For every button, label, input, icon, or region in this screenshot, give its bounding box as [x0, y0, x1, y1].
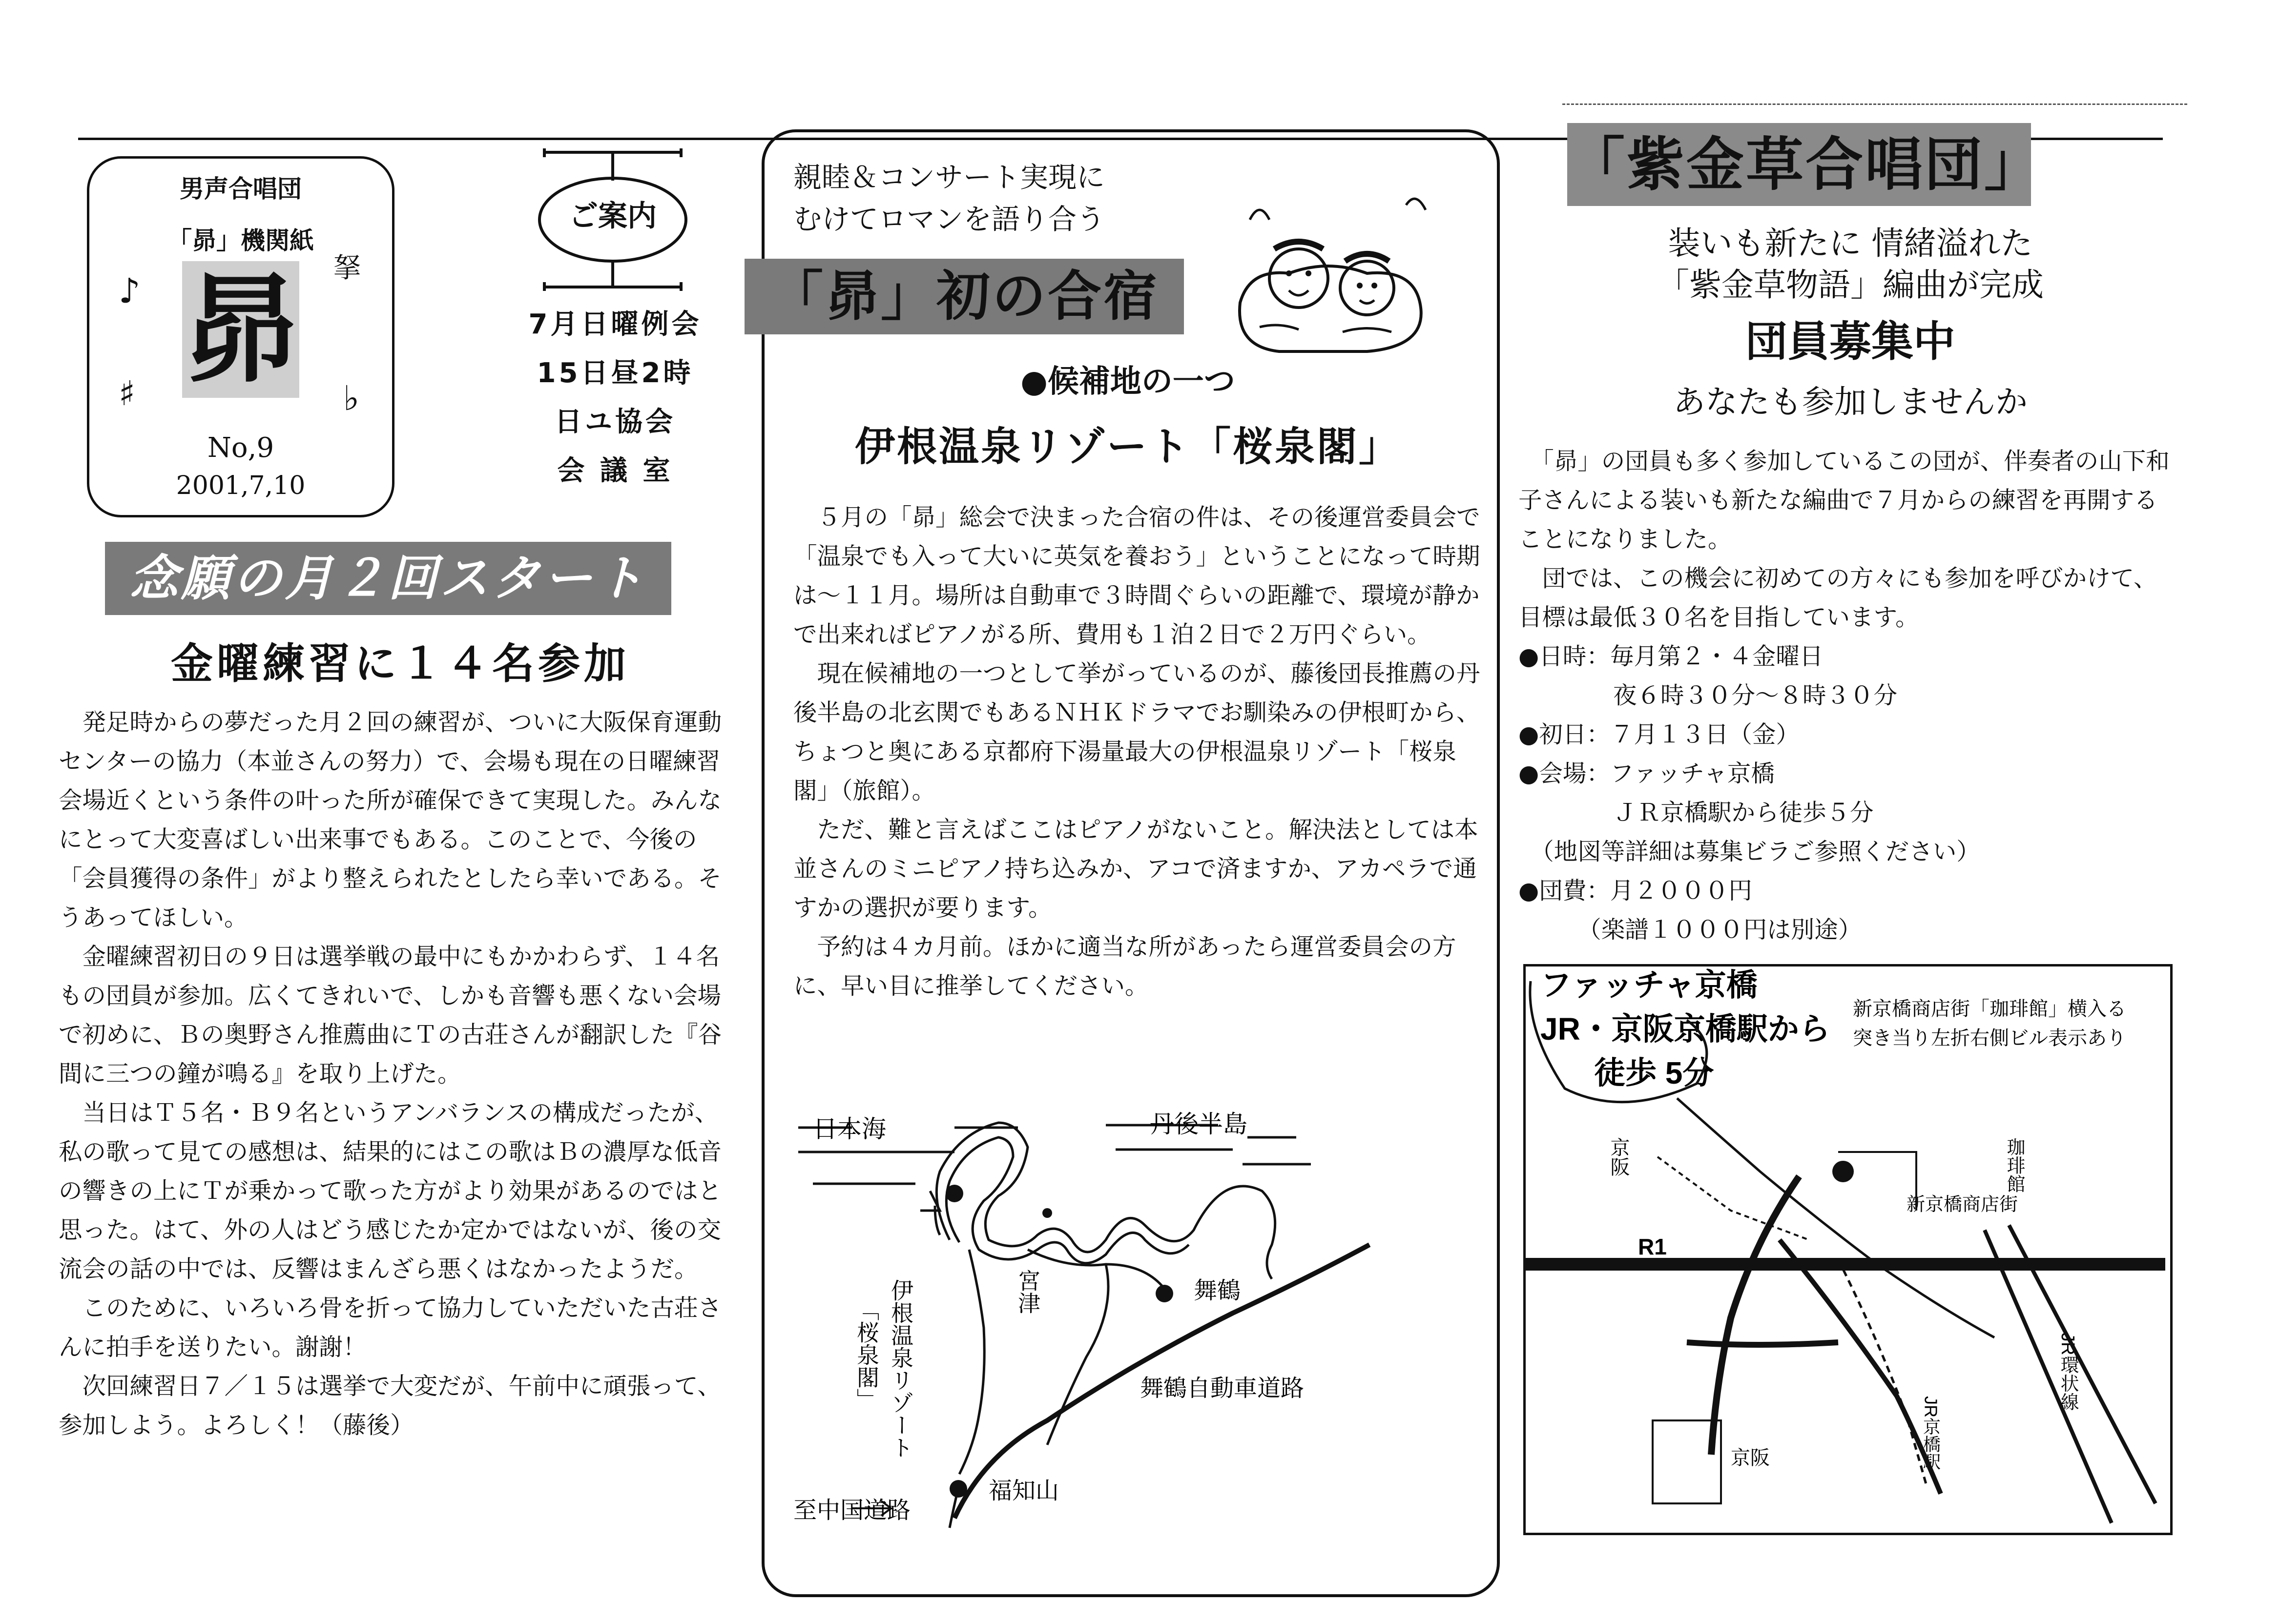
- route-map: [793, 1103, 1477, 1552]
- left-paragraph: 次回練習日７／１５は選挙で大変だが、午前中に頑張って、参加しよう。よろしく！（藤後）: [59, 1373, 722, 1439]
- left-article: [59, 703, 723, 1445]
- left-paragraph: 金曜練習初日の９日は選挙戦の最中にもかかわらず、１４名もの団員が参加。広くてきれいで、しかも音響も悪くない会場で初めに、Ｂの奥野さん推薦曲にＴの古荘さんが翻訳した『谷間に三つの鐘が鳴る』を取り上げた。: [59, 943, 722, 1088]
- right-detail-line: （楽譜１０００円は別途）: [1518, 916, 1862, 944]
- map-note-1: 新京橋商店街「珈琲館」横入る: [1853, 998, 2126, 1020]
- masthead-subtitle: 「昴」機関紙: [167, 226, 314, 255]
- map-label-keihan-line: 京阪: [1608, 1137, 1629, 1176]
- map-label-keihan-station: 京阪: [1731, 1447, 1770, 1469]
- right-detail-line: ●団費：月２０００円: [1518, 877, 1752, 905]
- map-label-ousenkaku: 「桜泉閣」: [854, 1298, 879, 1411]
- notice-line-1: 7月日曜例会: [528, 308, 702, 340]
- right-detail-line: ●初日：７月１３日（金）: [1518, 721, 1800, 748]
- resort-heading: 伊根温泉リゾート「桜泉閣」: [854, 424, 1401, 470]
- right-detail-line: ●会場：ファッチャ京橋: [1518, 760, 1775, 787]
- right-detail-line: （地図等詳細は募集ビラご参照ください）: [1518, 838, 1980, 865]
- right-lead-2: 「紫金草物語」編曲が完成: [1657, 266, 2044, 304]
- map-label-miyazu: 宮津: [1015, 1269, 1040, 1314]
- map-label-maizuru: 舞鶴: [1194, 1278, 1241, 1304]
- map-label-jr-station: JR京橋駅: [1921, 1396, 1941, 1470]
- right-detail-line: ＪＲ京橋駅から徒歩５分: [1518, 799, 1874, 826]
- issue-date: 2001,7,10: [176, 471, 306, 500]
- map-label-r1: R1: [1638, 1234, 1667, 1259]
- recruit-heading: 団員募集中: [1745, 317, 1955, 366]
- middle-paragraph: ５月の「昴」総会で決まった合宿の件は、その後運営委員会で「温泉でも入って大いに英気を養おう」ということになって時期は〜１１月。場所は自動車で３時間ぐらいの距離で、環境が静かで出来ればピアノがる所、費用も１泊２日で２万円ぐらい。: [793, 504, 1480, 648]
- notice-line-2: 15日昼2時: [537, 357, 694, 389]
- map-label-station: JR・京阪京橋駅から: [1540, 1011, 1830, 1047]
- map-label-walk: 徒歩 5分: [1594, 1055, 1714, 1090]
- map-label-expressway: 舞鶴自動車道路: [1140, 1376, 1305, 1401]
- venue-map: [1523, 964, 2173, 1535]
- left-paragraph: 当日はＴ５名・Ｂ９名というアンバランスの構成だったが、私の歌って見ての感想は、結果的にはこの歌はＢの濃厚な低音の響きの上にＴが乗かって歌った方がより効果があるのではと思った。はて、外の人はどう感じたか定かではないが、後の交流会の話の中では、反響はまんざら悪くはなかったようだ。: [59, 1099, 722, 1283]
- notice-sign-label: ご案内: [569, 199, 657, 233]
- middle-intro-line: 親睦＆コンサート実現に: [793, 161, 1105, 194]
- notice-line-4: 会 議 室: [557, 455, 673, 487]
- map-label-peninsula: 丹後半島: [1150, 1110, 1247, 1138]
- notice-line-3: 日ユ協会: [555, 406, 676, 438]
- right-paragraph: 団では、この機会に初めての方々にも参加を呼びかけて、目標は最低３０名を目指しています。: [1518, 565, 2157, 631]
- map-label-sea: 日本海: [813, 1115, 886, 1143]
- candidate-heading: ●候補地の一つ: [1020, 364, 1235, 400]
- issue-number: No,9: [207, 432, 274, 464]
- middle-intro: [793, 156, 1208, 240]
- right-article: [1518, 442, 2177, 949]
- middle-article: [793, 498, 1487, 1006]
- left-paragraph: このために、いろいろ骨を折って協力していただいた古荘さんに拍手を送りたい。謝謝！: [59, 1295, 722, 1361]
- middle-paragraph: 現在候補地の一つとして挙がっているのが、藤後団長推薦の丹後半島の北玄関でもあるＮＨＫドラマでお馴染みの伊根町から、ちょつと奥にある京都府下湯量最大の伊根温泉リゾート「桜泉閣」（旅館）。: [793, 660, 1480, 804]
- map-label-fukuchiyama: 福知山: [989, 1478, 1059, 1504]
- left-paragraph: 発足時からの夢だった月２回の練習が、ついに大阪保育運動センターの協力（本並さんの努力）で、会場も現在の日曜練習会場近くという条件の叶った所が確保できて実現した。みんなにとって大変喜ばしい出来事でもある。このことで、今後の「会員獲得の条件」がより整えられたとしたら幸いである。そうあってほしい。: [59, 709, 722, 931]
- left-banner: 念願の月２回スタート: [105, 542, 671, 615]
- map-label-chugoku: 至中国道路: [793, 1498, 911, 1523]
- masthead-box: [87, 156, 394, 517]
- middle-paragraph: 予約は４カ月前。ほかに適当な所があったら運営委員会の方に、早い目に推挙してください。: [793, 933, 1456, 1000]
- top-dashed-rule: [1562, 103, 2187, 106]
- right-detail-line: ●日時：毎月第２・４金曜日: [1518, 643, 1824, 670]
- masthead-logo-char: 昴: [182, 261, 300, 398]
- map-label-loop: JR環状線: [2057, 1333, 2078, 1411]
- middle-intro-line: むけてロマンを語り合う: [793, 203, 1105, 236]
- middle-banner: 「昴」初の合宿: [745, 259, 1184, 334]
- masthead-mark: 拏: [333, 252, 361, 284]
- right-detail-line: 夜６時３０分〜８時３０分: [1518, 682, 1898, 709]
- flat-icon: ♭: [343, 378, 360, 418]
- middle-paragraph: ただ、難と言えばここはピアノがないこと。解決法としては本並さんのミニピアノ持ち込みか、アコで済ますか、アカペラで通すかの選択が要ります。: [793, 816, 1478, 922]
- left-headline: 金曜練習に１４名参加: [171, 639, 630, 688]
- map-label-venue: ファッチャ京橋: [1540, 967, 1758, 1003]
- music-note-icon: ♪: [119, 271, 141, 311]
- right-lead-1: 装いも新たに 情緒溢れた: [1668, 225, 2033, 262]
- hot-spring-bathers-icon: [1221, 181, 1435, 366]
- masthead-choir-name: 男声合唱団: [180, 175, 302, 203]
- right-invite: あなたも参加しませんか: [1673, 383, 2028, 421]
- map-label-cafe: 珈琲館: [2004, 1137, 2024, 1193]
- map-label-ine: 伊根温泉リゾート: [888, 1279, 913, 1459]
- sharp-icon: ♯: [119, 373, 135, 413]
- right-banner: 「紫金草合唱団」: [1567, 123, 2031, 206]
- map-label-shoutengai: 新京橋商店街: [1907, 1194, 2018, 1215]
- map-note-2: 突き当り左折右側ビル表示あり: [1853, 1028, 2126, 1049]
- right-paragraph: 「昴」の団員も多く参加しているこの団が、伴奏者の山下和子さんによる装いも新たな編曲で７月からの練習を再開することになりました。: [1518, 448, 2170, 553]
